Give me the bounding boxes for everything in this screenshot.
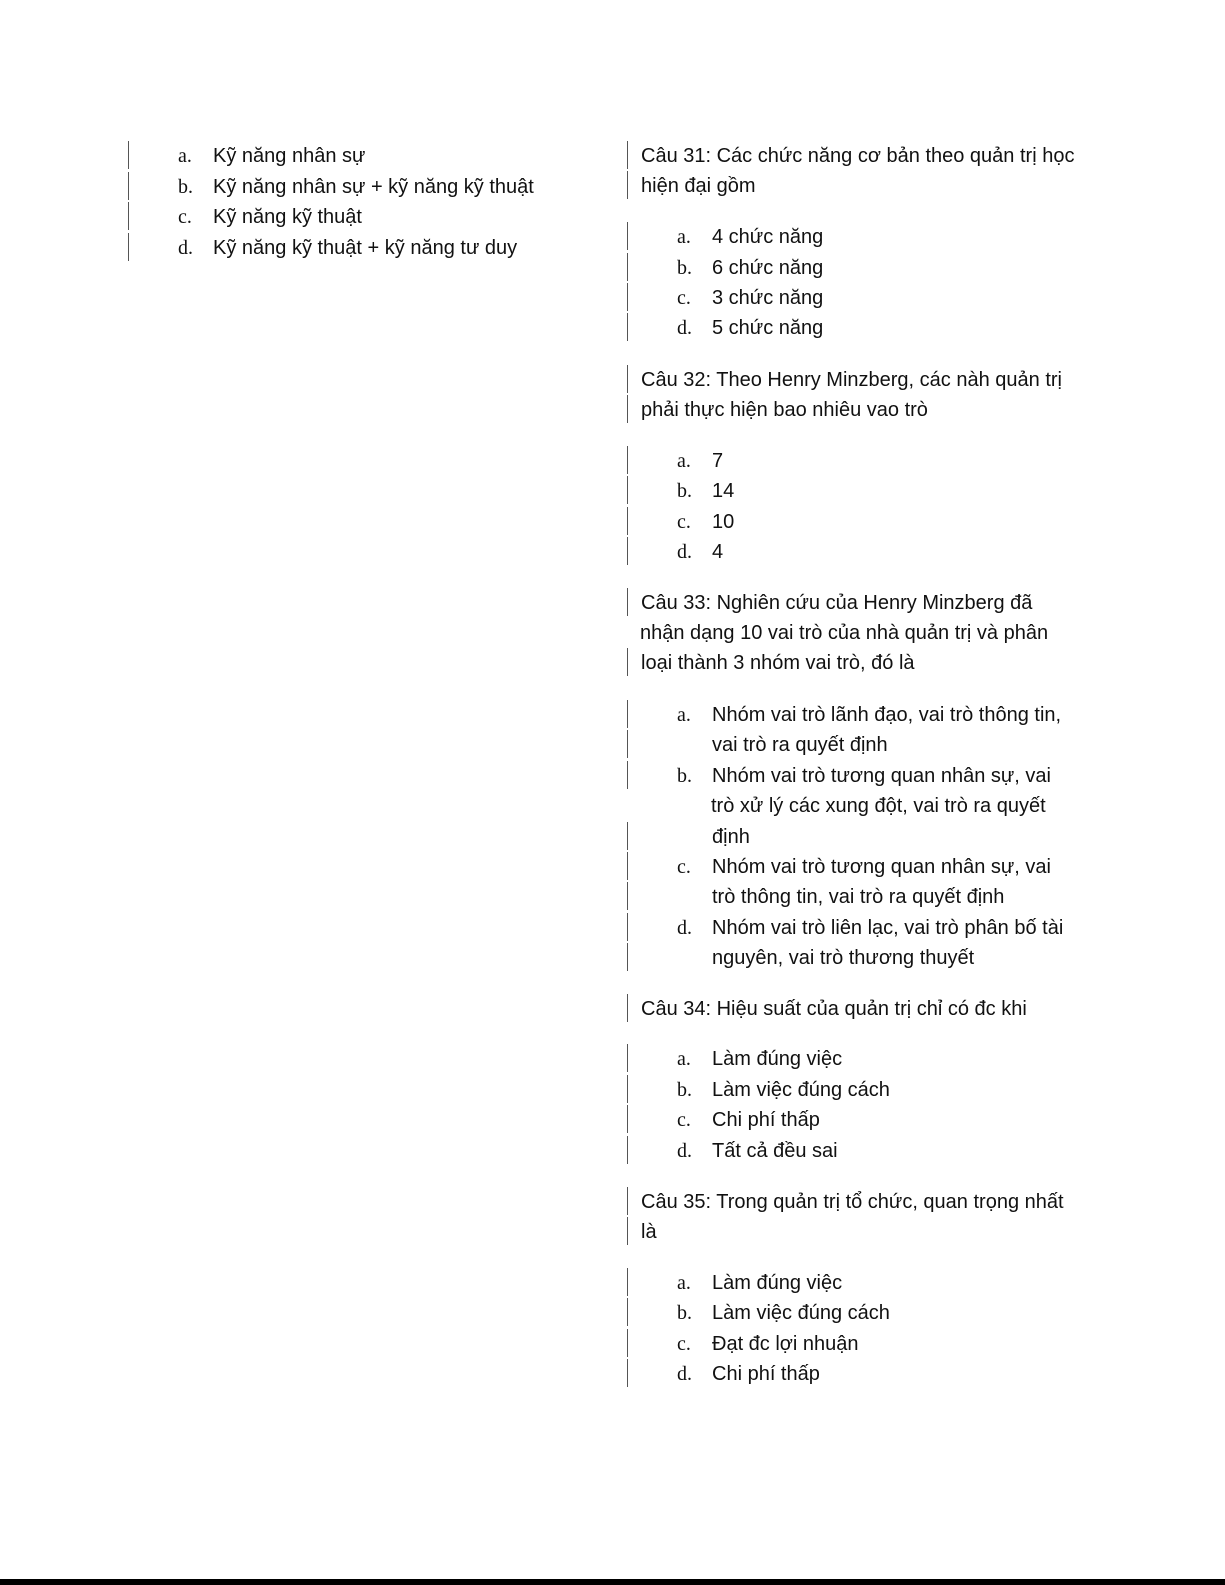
option-text: Kỹ năng kỹ thuật + kỹ năng tư duy bbox=[213, 237, 518, 259]
option-letter: b. bbox=[677, 480, 692, 502]
list-item bbox=[627, 1298, 890, 1326]
option-letter: c. bbox=[677, 856, 691, 878]
question-33-line-2: nhận dạng 10 vai trò của nhà quản trị và phân bbox=[640, 622, 1049, 644]
option-text: 14 bbox=[712, 480, 735, 502]
option-text: 4 bbox=[712, 541, 724, 563]
option-text: Nhóm vai trò tương quan nhân sự, vai bbox=[712, 765, 1051, 787]
option-text: Kỹ năng nhân sự + kỹ năng kỹ thuật bbox=[213, 176, 534, 198]
option-letter: b. bbox=[677, 1079, 692, 1101]
option-text: Chi phí thấp bbox=[712, 1109, 820, 1131]
list-item bbox=[627, 222, 824, 250]
option-text: 4 chức năng bbox=[712, 226, 824, 248]
option-letter: a. bbox=[178, 145, 192, 167]
page-bottom-edge bbox=[0, 1579, 1225, 1585]
option-text: Nhóm vai trò liên lạc, vai trò phân bố tài bbox=[712, 917, 1064, 939]
option-text: vai trò ra quyết định bbox=[712, 734, 888, 756]
list-item bbox=[627, 446, 724, 474]
option-text: 10 bbox=[712, 511, 735, 533]
option-letter: c. bbox=[677, 1109, 691, 1131]
question-35-line-2: là bbox=[627, 1217, 657, 1245]
list-item bbox=[627, 761, 1051, 789]
option-letter: d. bbox=[677, 917, 692, 939]
option-letter: c. bbox=[677, 287, 691, 309]
option-letter: b. bbox=[677, 257, 692, 279]
list-item bbox=[627, 313, 824, 341]
list-item bbox=[627, 1359, 820, 1387]
option-text: định bbox=[712, 826, 750, 848]
question-31-line-2: hiện đại gồm bbox=[627, 171, 756, 199]
question-35-line-1: Câu 35: Trong quản trị tổ chức, quan trọng nhất bbox=[627, 1187, 1064, 1215]
option-letter: d. bbox=[677, 541, 692, 563]
option-text: Chi phí thấp bbox=[712, 1363, 820, 1385]
option-text: 7 bbox=[712, 450, 724, 472]
list-item bbox=[627, 913, 1064, 941]
list-item-continuation bbox=[627, 822, 750, 850]
option-letter: a. bbox=[677, 450, 691, 472]
list-item-continuation bbox=[627, 943, 975, 971]
option-letter: b. bbox=[178, 176, 193, 198]
option-text: nguyên, vai trò thương thuyết bbox=[712, 947, 975, 969]
option-letter: c. bbox=[178, 206, 192, 228]
option-letter: a. bbox=[677, 226, 691, 248]
option-letter: d. bbox=[677, 317, 692, 339]
list-item-continuation bbox=[627, 882, 1005, 910]
list-item bbox=[627, 283, 824, 311]
option-text: Làm việc đúng cách bbox=[712, 1079, 890, 1101]
list-item-continuation bbox=[627, 730, 888, 758]
option-letter: d. bbox=[677, 1140, 692, 1162]
list-item bbox=[627, 476, 735, 504]
option-text: Nhóm vai trò lãnh đạo, vai trò thông tin, bbox=[712, 704, 1062, 726]
option-letter: b. bbox=[677, 765, 692, 787]
option-letter: d. bbox=[677, 1363, 692, 1385]
list-item bbox=[128, 172, 534, 200]
option-text: Làm đúng việc bbox=[712, 1272, 843, 1294]
question-33-line-3: loại thành 3 nhóm vai trò, đó là bbox=[627, 648, 915, 676]
list-item bbox=[627, 253, 824, 281]
list-item bbox=[128, 202, 362, 230]
option-letter: a. bbox=[677, 1272, 691, 1294]
option-text: 5 chức năng bbox=[712, 317, 824, 339]
list-item bbox=[627, 852, 1051, 880]
option-text: Làm đúng việc bbox=[712, 1048, 843, 1070]
list-item bbox=[128, 141, 366, 169]
option-text: Nhóm vai trò tương quan nhân sự, vai bbox=[712, 856, 1051, 878]
option-text: Kỹ năng kỹ thuật bbox=[213, 206, 362, 228]
option-letter: c. bbox=[677, 1333, 691, 1355]
option-letter: a. bbox=[677, 704, 691, 726]
question-31-line-1: Câu 31: Các chức năng cơ bản theo quản trị học bbox=[627, 141, 1074, 169]
list-item bbox=[627, 1268, 843, 1296]
question-32-line-1: Câu 32: Theo Henry Minzberg, các nàh quản trị bbox=[627, 365, 1062, 393]
option-text: Làm việc đúng cách bbox=[712, 1302, 890, 1324]
list-item bbox=[627, 1044, 843, 1072]
list-item bbox=[627, 507, 735, 535]
option-letter: a. bbox=[677, 1048, 691, 1070]
list-item bbox=[627, 1075, 890, 1103]
list-item bbox=[627, 537, 724, 565]
option-letter: d. bbox=[178, 237, 193, 259]
option-text: trò xử lý các xung đột, vai trò ra quyết bbox=[711, 795, 1046, 817]
question-33-line-1: Câu 33: Nghiên cứu của Henry Minzberg đã bbox=[627, 588, 1032, 616]
option-letter: c. bbox=[677, 511, 691, 533]
list-item bbox=[627, 1329, 859, 1357]
option-text: 6 chức năng bbox=[712, 257, 824, 279]
option-text: Kỹ năng nhân sự bbox=[213, 145, 366, 167]
question-32-line-2: phải thực hiện bao nhiêu vao trò bbox=[627, 395, 928, 423]
option-letter: b. bbox=[677, 1302, 692, 1324]
option-text: trò thông tin, vai trò ra quyết định bbox=[712, 886, 1005, 908]
list-item bbox=[627, 1136, 838, 1164]
list-item bbox=[627, 700, 1062, 728]
option-text: Tất cả đều sai bbox=[712, 1140, 838, 1162]
option-text: Đạt đc lợi nhuận bbox=[712, 1333, 859, 1355]
list-item bbox=[128, 233, 518, 261]
option-text: 3 chức năng bbox=[712, 287, 824, 309]
list-item bbox=[627, 1105, 820, 1133]
question-34-line-1: Câu 34: Hiệu suất của quản trị chỉ có đc khi bbox=[627, 994, 1027, 1022]
